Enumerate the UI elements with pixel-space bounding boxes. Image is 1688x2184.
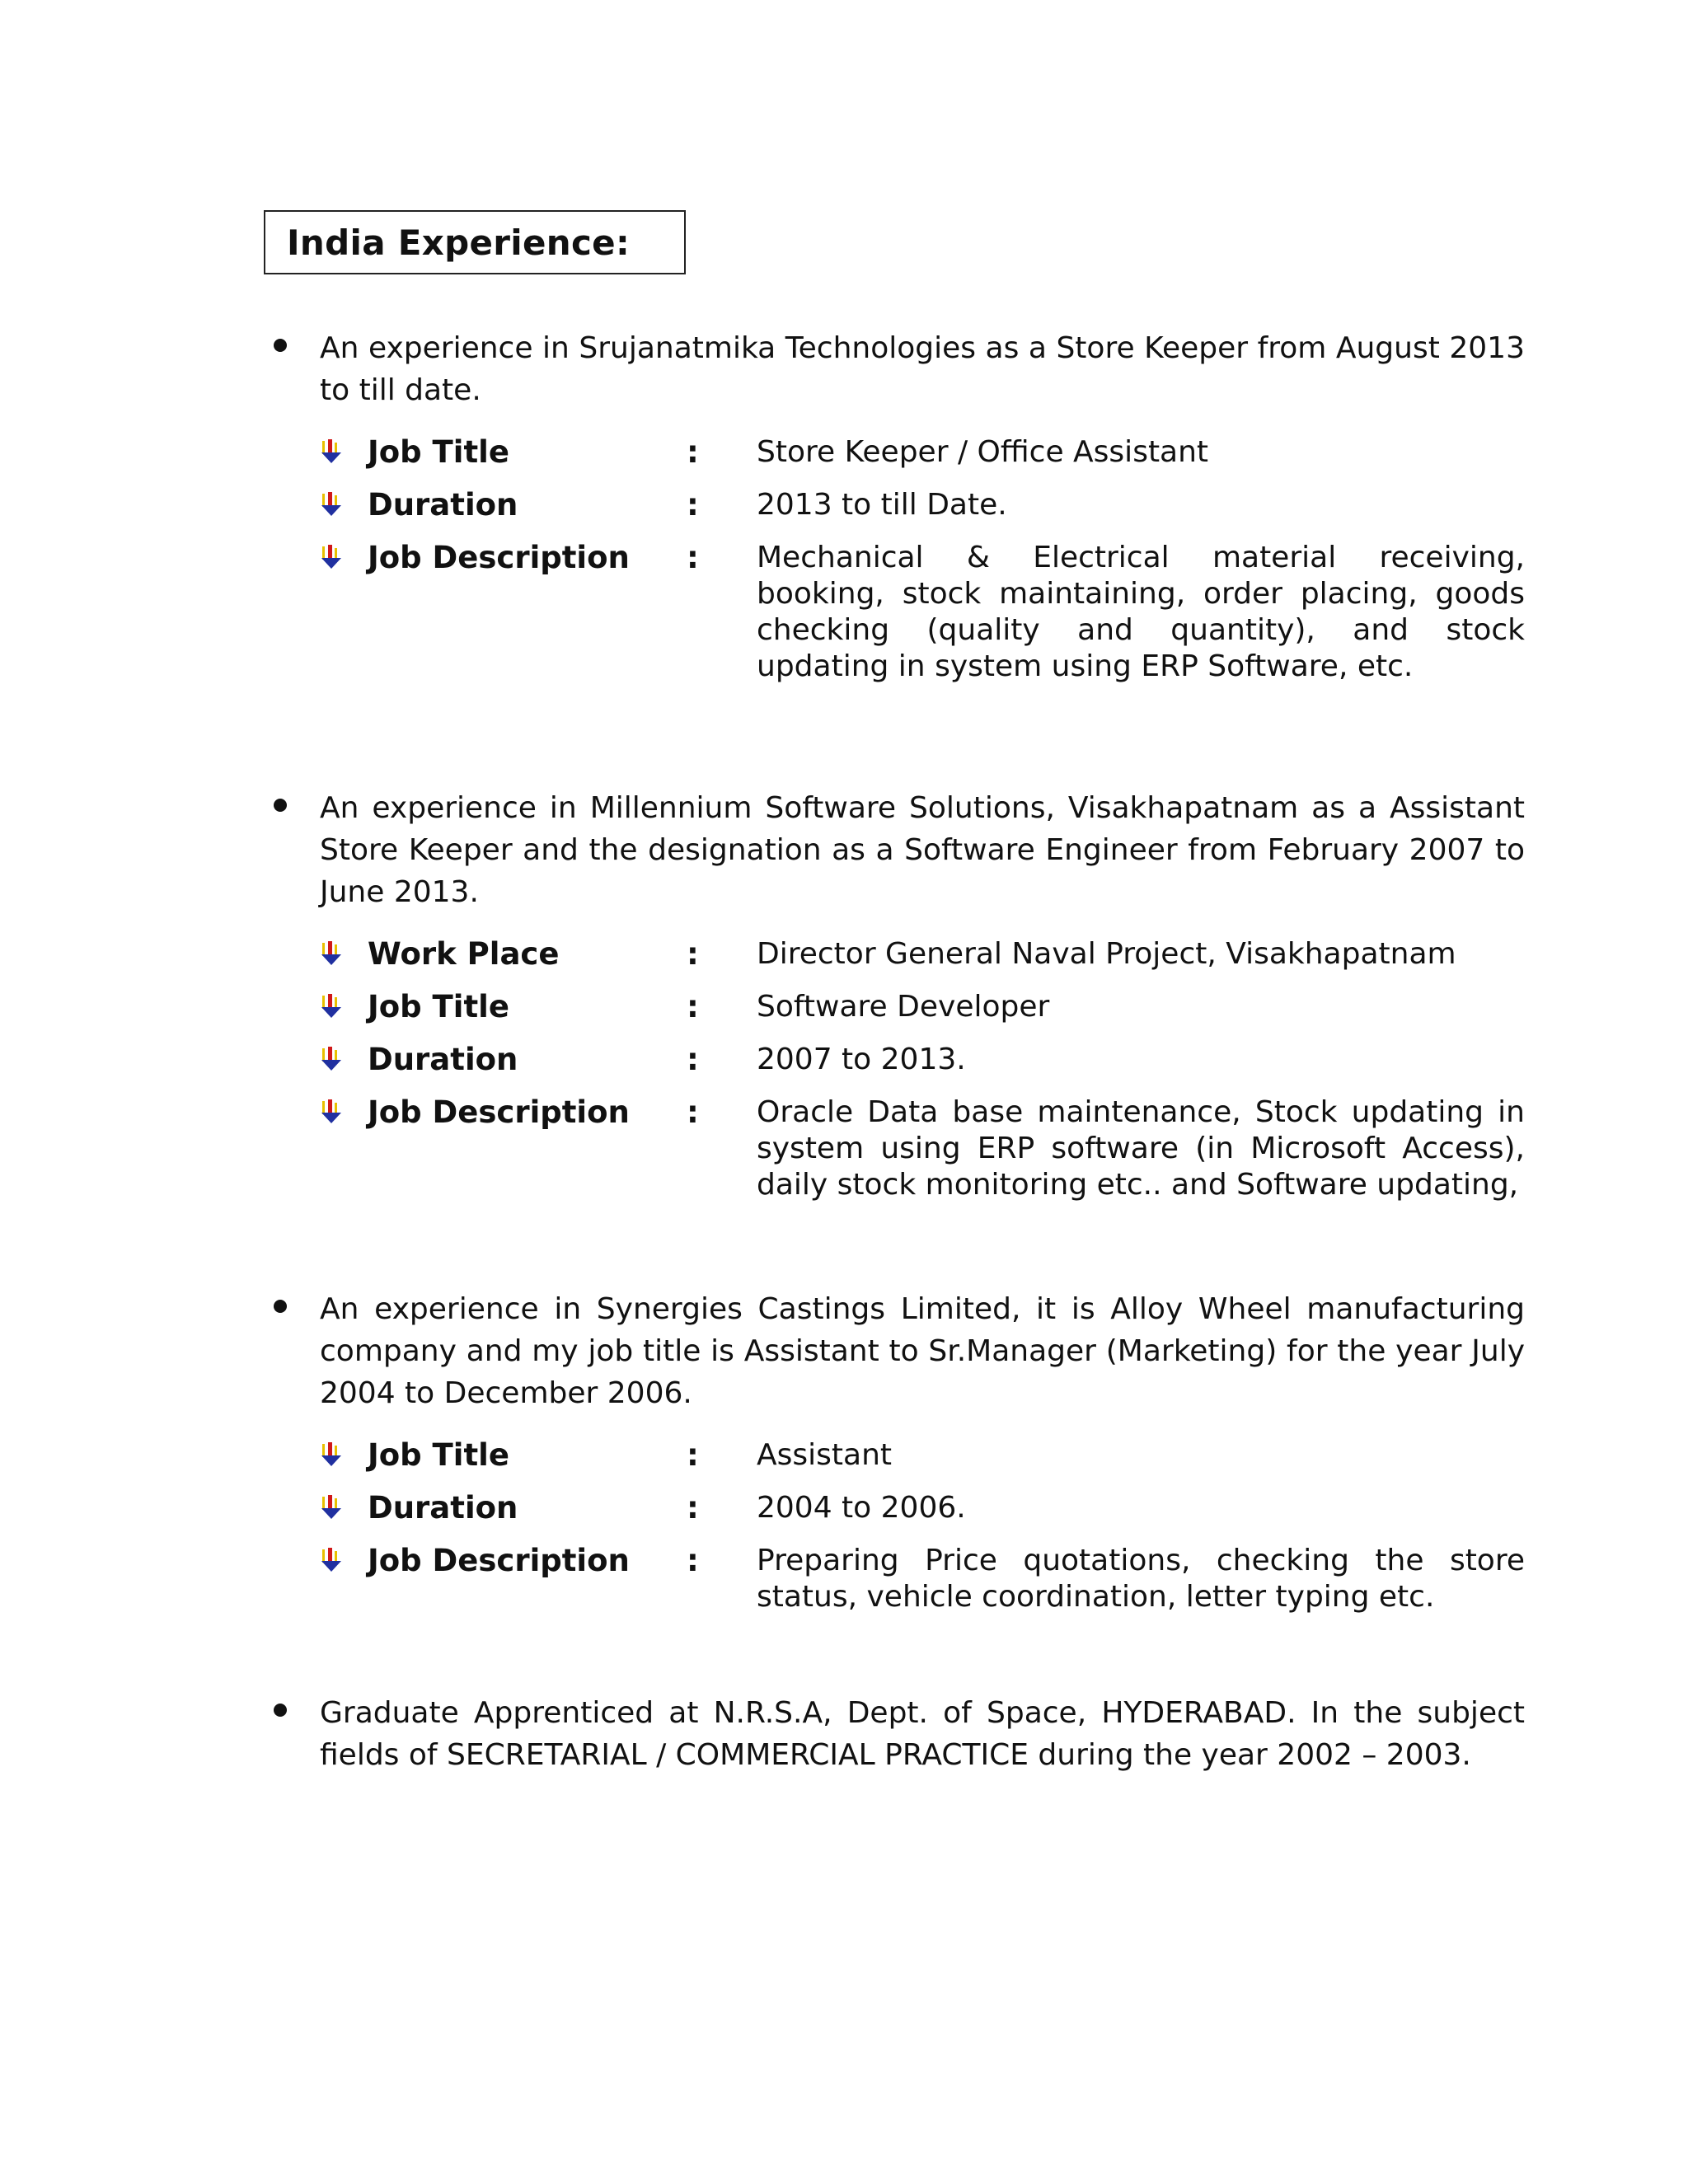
detail-value: 2004 to 2006. [757,1491,966,1525]
detail-value: Preparing Price quotations, checking the store status, vehicle coordination, letter typing etc. [757,1544,1525,1614]
detail-label: Job Description [368,540,630,575]
detail-value: 2013 to till Date. [757,488,1007,522]
detail-label: Job Description [368,1094,630,1130]
colored-arrow-bullet-icon [320,994,343,1019]
detail-colon: : [687,1543,699,1578]
entry-text: Graduate Apprenticed at N.R.S.A, Dept. of Space, HYDERABAD. In the subject fields of SECRETARIAL / COMMERCIAL PRACTICE during the year 2002 – 2003. [320,1696,1525,1772]
detail-row [320,540,1525,685]
colored-arrow-bullet-icon [320,1442,343,1467]
detail-label: Job Title [368,989,509,1024]
experience-entry [264,1692,1525,1776]
colored-arrow-bullet-icon [320,545,343,569]
entry-text: An experience in Srujanatmika Technologies as a Store Keeper from August 2013 to till date. [320,331,1525,407]
colored-arrow-bullet-icon [320,941,343,966]
detail-row [320,989,1525,1025]
entry-details [320,936,1525,1203]
detail-value: Director General Naval Project, Visakhapatnam [757,937,1456,971]
experience-entry [264,327,1525,701]
detail-label: Work Place [368,936,560,972]
detail-label: Job Title [368,434,509,470]
detail-colon: : [687,434,699,470]
colored-arrow-bullet-icon [320,1047,343,1071]
entry-details [320,434,1525,685]
detail-colon: : [687,989,699,1024]
section-heading: India Experience: [287,222,631,263]
detail-row [320,487,1525,523]
detail-label: Job Description [368,1543,630,1578]
detail-row [320,1094,1525,1203]
detail-label: Duration [368,1042,518,1077]
entry-details [320,1437,1525,1615]
section-heading-box [264,210,686,274]
colored-arrow-bullet-icon [320,1548,343,1572]
colored-arrow-bullet-icon [320,1099,343,1124]
detail-colon: : [687,540,699,575]
colored-arrow-bullet-icon [320,492,343,517]
detail-colon: : [687,1437,699,1473]
detail-value: Software Developer [757,990,1050,1024]
colored-arrow-bullet-icon [320,439,343,464]
detail-value: 2007 to 2013. [757,1043,966,1076]
detail-row [320,1543,1525,1615]
detail-row [320,434,1525,471]
entry-text: An experience in Synergies Castings Limited, it is Alloy Wheel manufacturing company and my job title is Assistant to Sr.Manager (Marketing) for the year July 2004 to December 2006. [320,1292,1525,1410]
colored-arrow-bullet-icon [320,1495,343,1520]
detail-colon: : [687,1042,699,1077]
detail-label: Duration [368,487,518,523]
round-bullet-icon [274,799,287,812]
detail-row [320,1490,1525,1526]
detail-value: Store Keeper / Office Assistant [757,435,1209,469]
detail-value: Mechanical & Electrical material receiving, booking, stock maintaining, order placing, goods checking (quality and quantity), and stock updating in system using ERP Software, etc. [757,541,1525,683]
detail-colon: : [687,1094,699,1130]
entry-text: An experience in Millennium Software Solutions, Visakhapatnam as a Assistant Store Keeper and the designation as a Software Engineer from February 2007 to June 2013. [320,791,1525,909]
detail-label: Duration [368,1490,518,1526]
detail-colon: : [687,1490,699,1526]
detail-value: Assistant [757,1438,893,1472]
detail-label: Job Title [368,1437,509,1473]
detail-row [320,936,1525,972]
round-bullet-icon [274,1300,287,1313]
detail-colon: : [687,936,699,972]
experience-entry [264,1288,1525,1632]
round-bullet-icon [274,339,287,352]
detail-row [320,1437,1525,1474]
detail-value: Oracle Data base maintenance, Stock updating in system using ERP software (in Microsoft Access), daily stock monitoring etc.. and Software updating, [757,1095,1525,1202]
detail-row [320,1042,1525,1078]
detail-colon: : [687,487,699,523]
experience-entry [264,787,1525,1220]
round-bullet-icon [274,1704,287,1717]
